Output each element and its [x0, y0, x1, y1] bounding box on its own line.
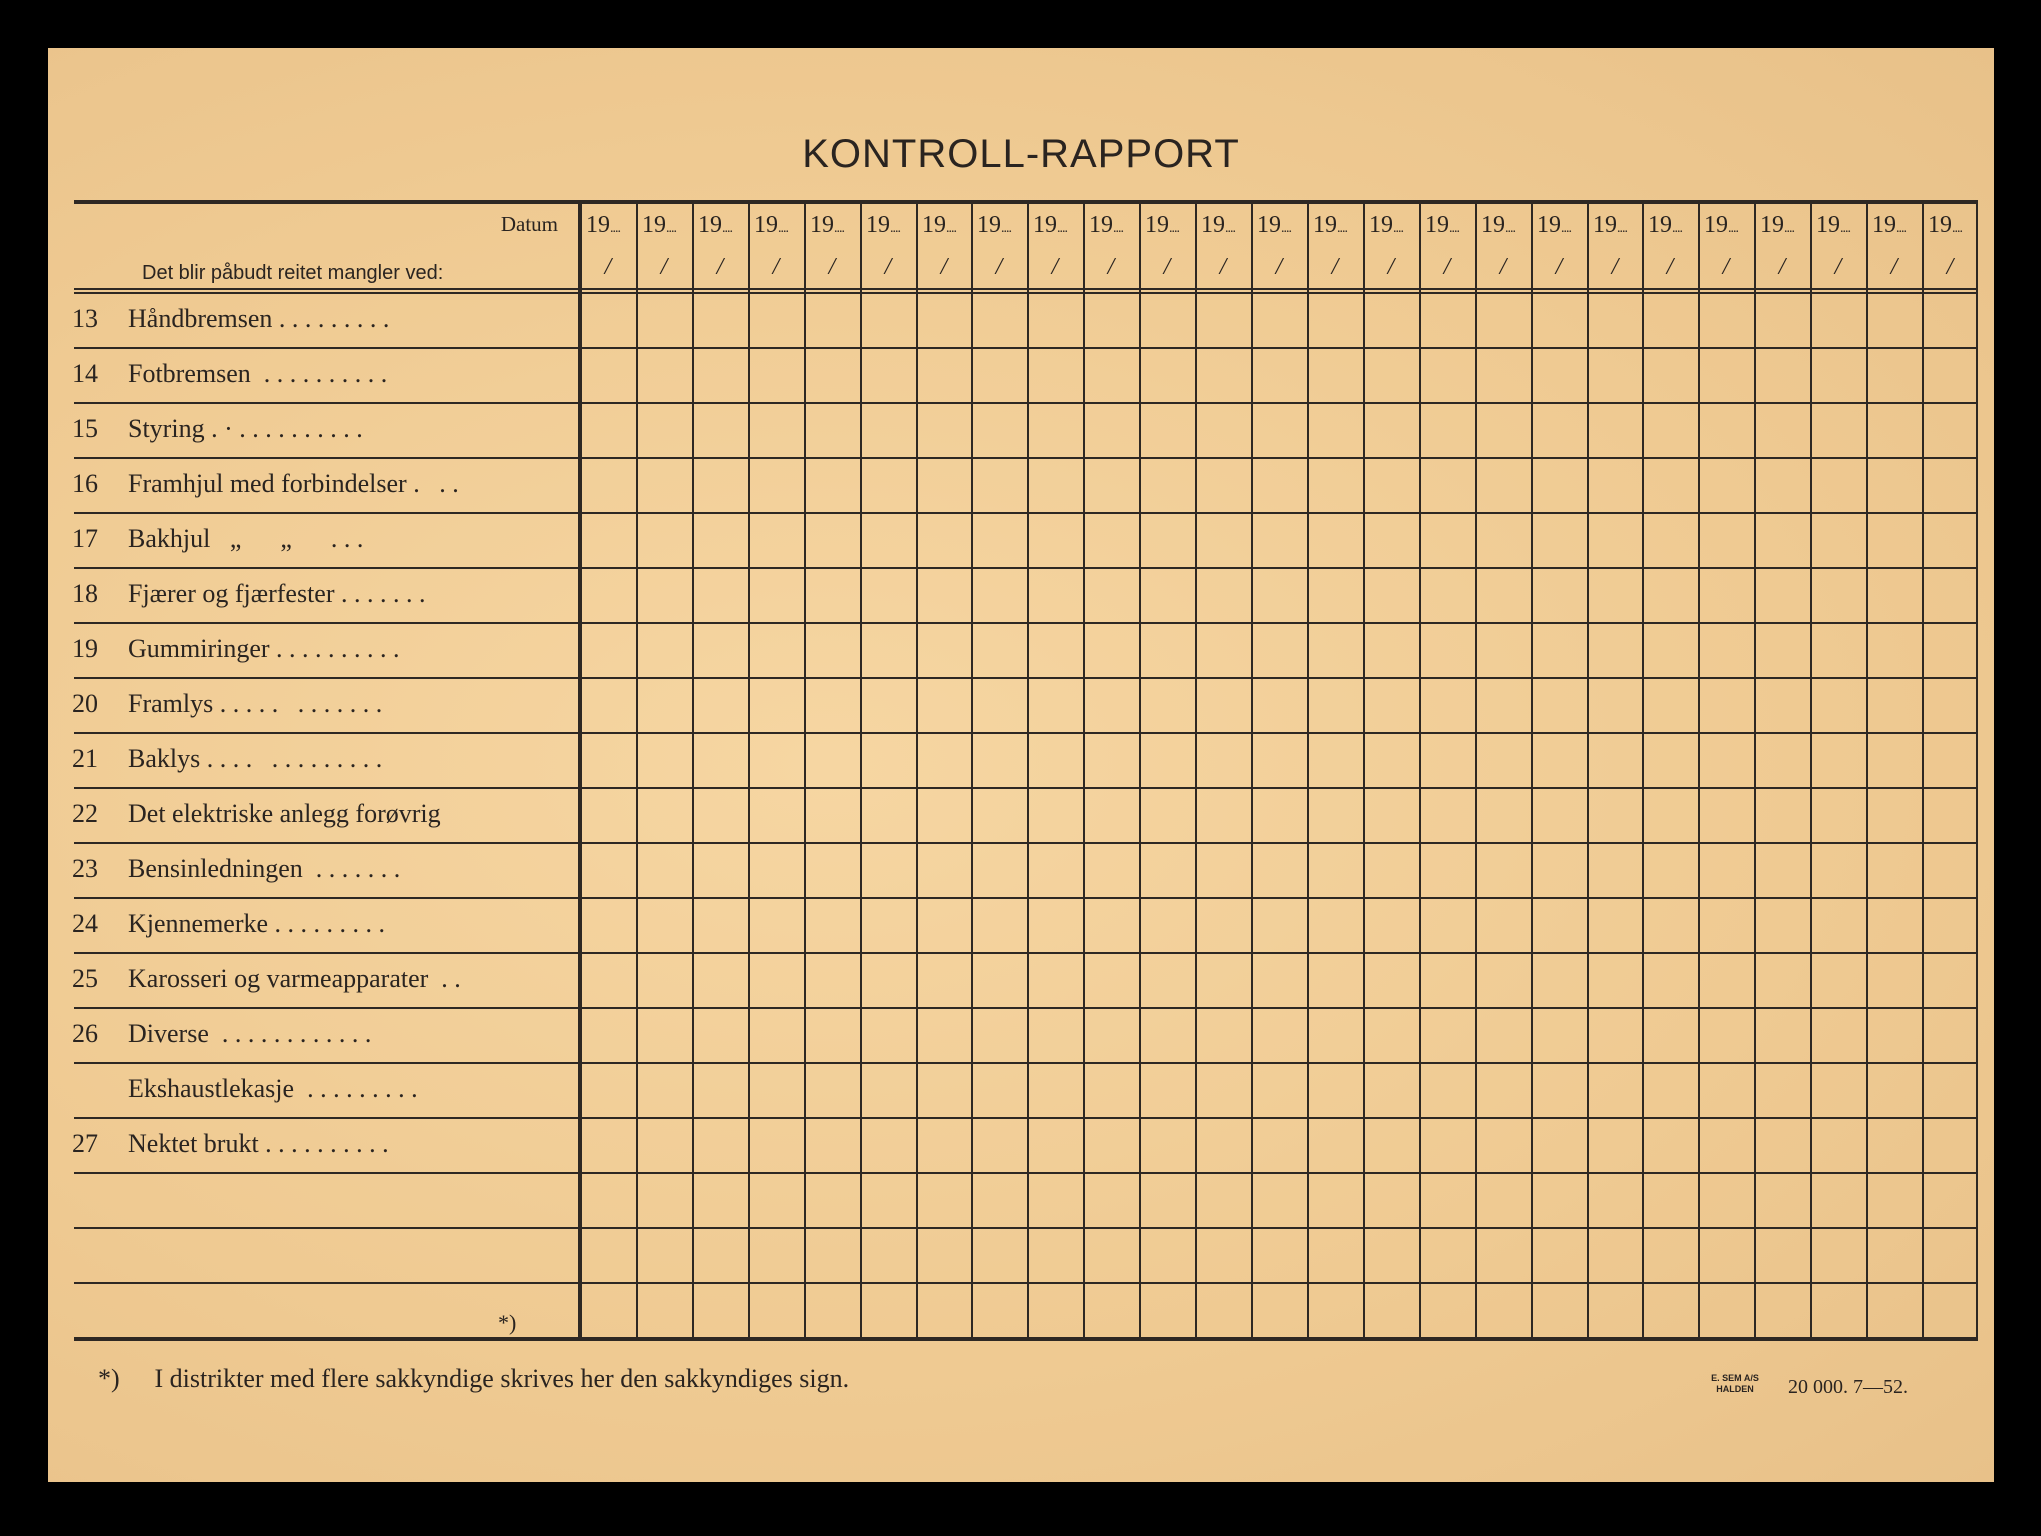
item-label: Karosseri og varmeapparater . .: [128, 964, 461, 993]
printer-city: HALDEN: [1716, 1384, 1754, 1394]
item-number: 20: [72, 689, 98, 718]
footnote-text: I distrikter med flere sakkyndige skrives her den sakkyndiges sign.: [154, 1364, 850, 1393]
date-dots: ....: [610, 221, 620, 236]
date-dots: ....: [1113, 221, 1123, 236]
printer-name: E. SEM A/S: [1711, 1373, 1759, 1383]
date-separator: /: [1778, 254, 1786, 280]
date-dots: ....: [1617, 221, 1627, 236]
item-label: Ekshaustlekasje . . . . . . . . .: [128, 1074, 418, 1103]
date-field: [1257, 212, 1313, 239]
column-line: [1922, 200, 1924, 1337]
row-line: [74, 842, 1978, 844]
date-field: [810, 212, 866, 239]
column-line: [636, 200, 638, 1337]
date-dots: ....: [666, 221, 676, 236]
date-separator: /: [772, 254, 780, 280]
item-number: 14: [72, 359, 98, 388]
date-field: [1201, 212, 1257, 239]
column-line: [1195, 200, 1197, 1337]
date-year-prefix: 19: [642, 212, 666, 238]
row-line: [74, 897, 1978, 899]
date-dots: ....: [1840, 221, 1850, 236]
column-line: [1027, 200, 1029, 1337]
date-dots: ....: [946, 221, 956, 236]
column-line: [1139, 200, 1141, 1337]
date-field: [977, 212, 1033, 239]
item-label: Baklys . . . . . . . . . . . . .: [128, 744, 383, 773]
date-dots: ....: [1001, 221, 1011, 236]
item-number: 24: [72, 909, 98, 938]
column-line: [748, 200, 750, 1337]
date-separator: /: [1219, 254, 1227, 280]
row-line: [74, 1007, 1978, 1009]
column-line: [1307, 200, 1309, 1337]
item-label: Fjærer og fjærfester . . . . . . .: [128, 579, 426, 608]
date-year-prefix: 19: [1537, 212, 1561, 238]
footnote-mark: *): [98, 1364, 120, 1393]
item-number: 26: [72, 1019, 98, 1048]
date-field: [642, 212, 698, 239]
date-year-prefix: 19: [754, 212, 778, 238]
printer-mark: [1700, 1373, 1770, 1395]
column-line: [860, 200, 862, 1337]
item-label: Det elektriske anlegg forøvrig: [128, 799, 441, 828]
date-dots: ....: [1393, 221, 1403, 236]
date-field: [1593, 212, 1649, 239]
column-line: [1251, 200, 1253, 1337]
column-line: [1083, 200, 1085, 1337]
date-year-prefix: 19: [866, 212, 890, 238]
item-label: Framhjul med forbindelser . . .: [128, 469, 459, 498]
column-line: [1531, 200, 1533, 1337]
date-dots: ....: [1281, 221, 1291, 236]
date-year-prefix: 19: [1257, 212, 1281, 238]
row-line: [74, 1062, 1978, 1064]
item-label: Bakhjul „ „ . . .: [128, 524, 364, 553]
column-line: [1419, 200, 1421, 1337]
item-label: Kjennemerke . . . . . . . . .: [128, 909, 386, 938]
column-line: [1363, 200, 1365, 1337]
column-line: [1866, 200, 1868, 1337]
date-year-prefix: 19: [810, 212, 834, 238]
bottom-rule: [74, 1337, 1978, 1341]
column-line: [971, 200, 973, 1337]
header-note: Det blir påbudt reitet mangler ved:: [142, 262, 444, 284]
column-line: [692, 200, 694, 1337]
item-label: Bensinledningen . . . . . . .: [128, 854, 401, 883]
date-dots: ....: [1449, 221, 1459, 236]
date-year-prefix: 19: [1816, 212, 1840, 238]
date-year-prefix: 19: [1704, 212, 1728, 238]
date-year-prefix: 19: [1760, 212, 1784, 238]
column-line: [1642, 200, 1644, 1337]
row-line: [74, 1282, 1978, 1284]
date-separator: /: [1051, 254, 1059, 280]
date-dots: ....: [890, 221, 900, 236]
footnote: [98, 1364, 849, 1394]
datum-label: Datum: [500, 212, 558, 236]
item-number: 27: [72, 1129, 98, 1158]
column-line: [1754, 200, 1756, 1337]
date-field: [1704, 212, 1760, 239]
date-dots: ....: [1784, 221, 1794, 236]
column-line: [1810, 200, 1812, 1337]
item-number: 21: [72, 744, 98, 773]
item-number: 16: [72, 469, 98, 498]
column-line: [1587, 200, 1589, 1337]
item-number: 13: [72, 304, 98, 333]
date-field: [866, 212, 922, 239]
date-field: [1313, 212, 1369, 239]
report-card: [48, 48, 1994, 1482]
row-line: [74, 787, 1978, 789]
date-dots: ....: [778, 221, 788, 236]
item-number: 19: [72, 634, 98, 663]
date-dots: ....: [1057, 221, 1067, 236]
date-year-prefix: 19: [1872, 212, 1896, 238]
row-line: [74, 512, 1978, 514]
top-rule: [74, 200, 1978, 204]
date-field: [1033, 212, 1089, 239]
date-separator: /: [1946, 254, 1954, 280]
date-separator: /: [1555, 254, 1563, 280]
date-separator: /: [1107, 254, 1115, 280]
row-line: [74, 732, 1978, 734]
column-line: [804, 200, 806, 1337]
date-dots: ....: [1225, 221, 1235, 236]
date-field: [922, 212, 978, 239]
date-dots: ....: [1505, 221, 1515, 236]
date-field: [1425, 212, 1481, 239]
item-label: Fotbremsen . . . . . . . . . .: [128, 359, 388, 388]
date-field: [698, 212, 754, 239]
date-field: [1760, 212, 1816, 239]
date-field: [586, 212, 642, 239]
item-number: 18: [72, 579, 98, 608]
item-label: Framlys . . . . . . . . . . . .: [128, 689, 383, 718]
row-line: [74, 952, 1978, 954]
date-year-prefix: 19: [1313, 212, 1337, 238]
date-separator: /: [1499, 254, 1507, 280]
date-year-prefix: 19: [1593, 212, 1617, 238]
item-label: Gummiringer . . . . . . . . . .: [128, 634, 400, 663]
date-field: [1928, 212, 1984, 239]
date-separator: /: [1890, 254, 1898, 280]
row-line: [74, 347, 1978, 349]
item-number: 23: [72, 854, 98, 883]
date-dots: ....: [834, 221, 844, 236]
date-year-prefix: 19: [1648, 212, 1672, 238]
date-field: [1872, 212, 1928, 239]
row-line: [74, 622, 1978, 624]
date-dots: ....: [1169, 221, 1179, 236]
row-line: [74, 1117, 1978, 1119]
item-number: 25: [72, 964, 98, 993]
date-separator: /: [884, 254, 892, 280]
column-line: [1475, 200, 1477, 1337]
date-separator: /: [660, 254, 668, 280]
date-field: [1089, 212, 1145, 239]
date-field: [1648, 212, 1704, 239]
date-separator: /: [1722, 254, 1730, 280]
item-label: Håndbremsen . . . . . . . . .: [128, 304, 390, 333]
date-year-prefix: 19: [1033, 212, 1057, 238]
form-title: KONTROLL-RAPPORT: [802, 132, 1240, 176]
column-line: [916, 200, 918, 1337]
date-separator: /: [1611, 254, 1619, 280]
date-year-prefix: 19: [922, 212, 946, 238]
date-separator: /: [1834, 254, 1842, 280]
date-separator: /: [995, 254, 1003, 280]
print-info: 20 000. 7—52.: [1788, 1376, 1908, 1398]
date-year-prefix: 19: [1481, 212, 1505, 238]
date-field: [1369, 212, 1425, 239]
column-line: [1976, 200, 1978, 1337]
date-dots: ....: [1728, 221, 1738, 236]
item-label: Diverse . . . . . . . . . . . .: [128, 1019, 372, 1048]
column-line: [1698, 200, 1700, 1337]
header-rule: [74, 288, 1978, 290]
date-separator: /: [1331, 254, 1339, 280]
date-separator: /: [940, 254, 948, 280]
date-separator: /: [1443, 254, 1451, 280]
date-dots: ....: [1672, 221, 1682, 236]
date-year-prefix: 19: [1928, 212, 1952, 238]
row-line: [74, 1172, 1978, 1174]
date-field: [1145, 212, 1201, 239]
date-field: [1816, 212, 1872, 239]
date-separator: /: [828, 254, 836, 280]
date-year-prefix: 19: [586, 212, 610, 238]
row-line: [74, 457, 1978, 459]
date-separator: /: [716, 254, 724, 280]
date-field: [754, 212, 810, 239]
date-dots: ....: [722, 221, 732, 236]
date-dots: ....: [1952, 221, 1962, 236]
date-year-prefix: 19: [1145, 212, 1169, 238]
date-year-prefix: 19: [1369, 212, 1393, 238]
date-separator: /: [1163, 254, 1171, 280]
row-line: [74, 677, 1978, 679]
date-dots: ....: [1337, 221, 1347, 236]
date-year-prefix: 19: [977, 212, 1001, 238]
date-field: [1481, 212, 1537, 239]
date-dots: ....: [1561, 221, 1571, 236]
row-line: [74, 402, 1978, 404]
date-year-prefix: 19: [1425, 212, 1449, 238]
date-year-prefix: 19: [1089, 212, 1113, 238]
item-label: Nektet brukt . . . . . . . . . .: [128, 1129, 389, 1158]
item-label: Styring . · . . . . . . . . . .: [128, 414, 363, 443]
signature-mark: *): [498, 1310, 517, 1335]
date-separator: /: [604, 254, 612, 280]
row-line: [74, 1227, 1978, 1229]
date-year-prefix: 19: [1201, 212, 1225, 238]
header-rule: [74, 292, 1978, 294]
item-number: 15: [72, 414, 98, 443]
row-line: [74, 567, 1978, 569]
date-separator: /: [1666, 254, 1674, 280]
item-number: 22: [72, 799, 98, 828]
date-dots: ....: [1896, 221, 1906, 236]
item-number: 17: [72, 524, 98, 553]
date-separator: /: [1275, 254, 1283, 280]
date-field: [1537, 212, 1593, 239]
date-separator: /: [1387, 254, 1395, 280]
date-year-prefix: 19: [698, 212, 722, 238]
